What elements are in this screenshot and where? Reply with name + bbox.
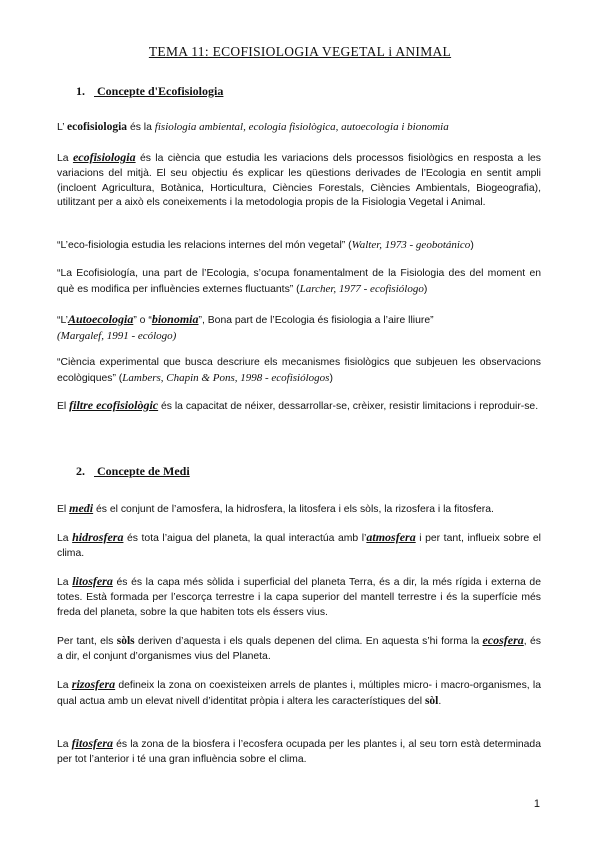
citation: Lambers, Chapin & Pons, 1998 - ecofisiólogos bbox=[122, 371, 330, 384]
text: , és a dir, el conjunt d’organismes vius del Planeta. bbox=[57, 636, 541, 662]
paragraph-hidrosfera bbox=[57, 530, 541, 562]
quote-lambers bbox=[57, 356, 541, 387]
text: ” o “ bbox=[133, 315, 152, 326]
paragraph-definition bbox=[57, 120, 541, 136]
keyword: ecosfera bbox=[482, 633, 524, 647]
text: ”, Bona part de l’Ecologia és fisiologia a l’aire lliure” bbox=[198, 315, 434, 326]
keyword: filtre ecofisiològic bbox=[69, 398, 159, 412]
keyword: litosfera bbox=[72, 574, 113, 588]
text: La bbox=[57, 739, 72, 750]
keyword: rizosfera bbox=[71, 677, 116, 691]
quote-text: “Ciència experimental que busca descriure els mecanismes fisiològics que subjeuen les observacions ecològiques” ( bbox=[57, 357, 541, 384]
quote-walter bbox=[57, 238, 541, 254]
text: és tota l’aigua del planeta, la qual interactúa amb l’ bbox=[123, 533, 367, 544]
keyword: sòls bbox=[116, 635, 135, 647]
keyword: ecofisiologia bbox=[67, 121, 128, 133]
text: ) bbox=[423, 283, 428, 295]
text: és la ciència que estudia les variacions dels processos fisiològics en resposta a les variacions del mitjà. El seu objectiu és explicar les qüestions derivades de l’Ecologia en sentit ampli (incloent Agricultura, Botànica, Horticultura, Ciències Forestals, Ciències Ambientals, Biogeografia), utilitzant per a això els coneixements i la metodologia propis de la Fisiologia Vegetal i Animal. bbox=[57, 153, 541, 209]
paragraph-ecofisiologia bbox=[57, 150, 541, 211]
keyword: bionomia bbox=[151, 312, 199, 326]
section-1-heading bbox=[76, 84, 223, 99]
text: La bbox=[57, 153, 73, 164]
text: . bbox=[438, 695, 442, 707]
section-1-number: 1. bbox=[76, 84, 85, 98]
section-2-heading bbox=[76, 464, 190, 479]
paragraph-medi bbox=[57, 501, 541, 518]
text: és és la capa més sòlida i superficial del planeta Terra, és a dir, la més rígida i externa de totes. Està formada per l’escorça terrestre i la capa superior del mantell terrestre i és la superfície més freda del planeta, sobre la que habiten tots els éssers vius. bbox=[57, 577, 541, 618]
text: Per tant, els bbox=[57, 636, 117, 647]
page-number: 1 bbox=[533, 798, 540, 810]
text: La bbox=[57, 577, 73, 588]
paragraph-litosfera bbox=[57, 574, 541, 620]
keyword: ecofisiologia bbox=[72, 150, 136, 164]
keyword: sòl bbox=[424, 694, 439, 707]
citation: (Margalef, 1991 - ecólogo) bbox=[57, 329, 177, 342]
keyword: medi bbox=[69, 501, 94, 515]
citation: Larcher, 1977 - ecofisiólogo bbox=[299, 282, 424, 295]
paragraph-sols bbox=[57, 633, 541, 665]
text: La bbox=[57, 533, 73, 544]
citation: Walter, 1973 - geobotánico bbox=[351, 239, 471, 251]
text: ) bbox=[329, 372, 333, 384]
text: deriven d’aquesta i els quals depenen del clima. En aquesta s’hi forma la bbox=[134, 636, 483, 647]
text: defineix la zona on coexisteixen arrels de plantes i, múltiples micro- i macro-organismes, la qual actua amb un elevat nivell d’identitat pròpia i altera les característiques del bbox=[57, 680, 541, 707]
text: és la bbox=[127, 122, 155, 133]
text: L’ bbox=[57, 122, 68, 133]
text: El bbox=[57, 401, 70, 412]
text: és el conjunt de l’amosfera, la hidrosfera, la litosfera i els sòls, la rizosfera i la fitosfera. bbox=[93, 504, 494, 515]
paragraph-fitosfera bbox=[57, 736, 541, 768]
text: és la capacitat de néixer, dessarrollar-se, crèixer, resistir limitacions i reproduir-se. bbox=[158, 401, 539, 412]
text: i per tant, influeix sobre el clima. bbox=[57, 533, 541, 559]
keyword: Autoecologia bbox=[67, 312, 134, 326]
section-2-title: Concepte de Medi bbox=[97, 464, 190, 478]
text: La bbox=[57, 680, 72, 691]
keyword: hidrosfera bbox=[72, 530, 124, 544]
quote-margalef bbox=[57, 312, 541, 345]
quote-text: “L’eco-fisiologia estudia les relacions internes del món vegetal” ( bbox=[57, 240, 352, 251]
italic-text: fisiologia ambiental, ecologia fisiològica, autoecologia i bionomia bbox=[154, 121, 449, 133]
page-title: TEMA 11: ECOFISIOLOGIA VEGETAL i ANIMAL bbox=[148, 44, 452, 59]
quote-text: “La Ecofisiología, una part de l’Ecologia, s’ocupa fonamentalment de la Fisiologia des del moment en què es modifica per influències externes fluctuants” ( bbox=[57, 268, 541, 295]
text: ) bbox=[470, 240, 474, 251]
quote-larcher bbox=[57, 267, 541, 298]
text: El bbox=[57, 504, 70, 515]
text: és la zona de la biosfera i l’ecosfera ocupada per les plantes i, al seu torn està determinada per tot l’anterior i té una gran influència sobre el clima. bbox=[57, 739, 541, 765]
section-1-title: Concepte d'Ecofisiologia bbox=[97, 84, 224, 98]
paragraph-filtre bbox=[57, 398, 541, 415]
keyword: fitosfera bbox=[71, 736, 113, 750]
paragraph-rizosfera bbox=[57, 677, 541, 710]
section-2-number: 2. bbox=[76, 464, 85, 478]
text: “L’ bbox=[57, 315, 68, 326]
keyword: atmosfera bbox=[366, 530, 416, 544]
